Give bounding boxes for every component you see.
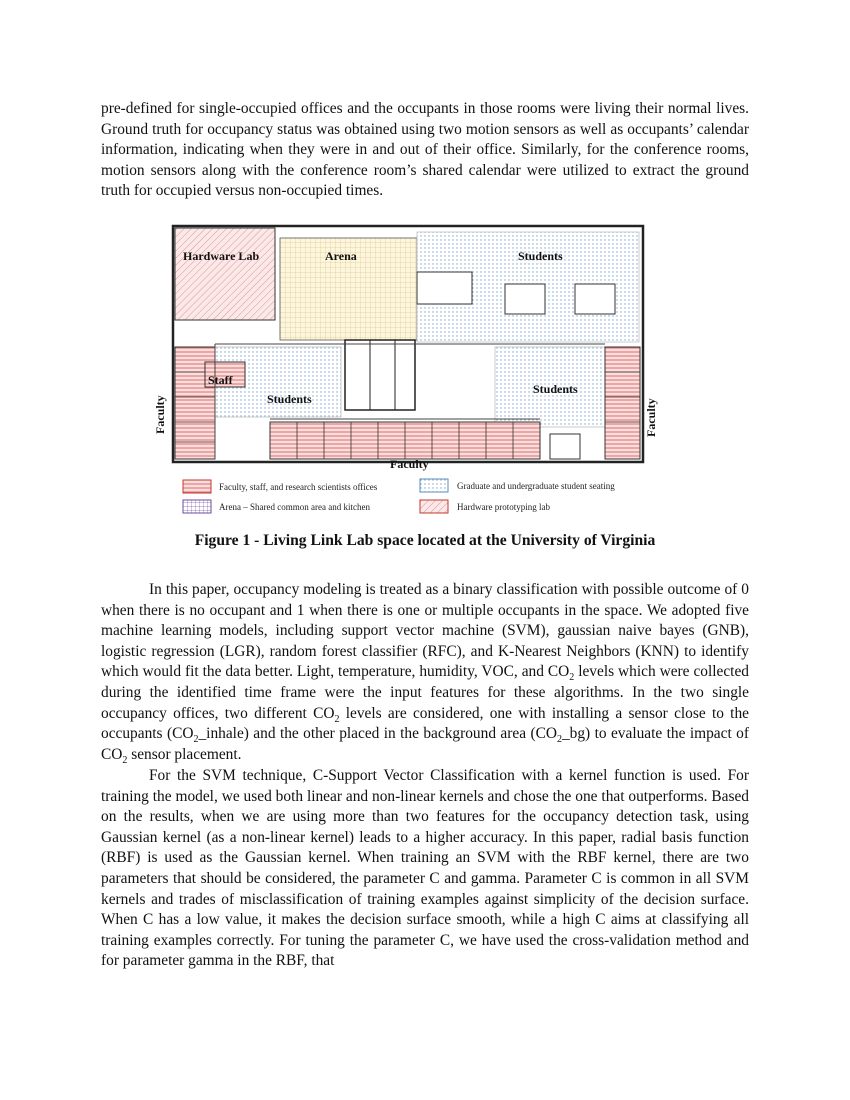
legend-swatch-arena: [183, 500, 211, 513]
label-faculty-left: Faculty: [153, 395, 167, 434]
figure-legend: [183, 479, 615, 513]
legend-arena: Arena – Shared common area and kitchen: [219, 502, 370, 512]
floor-plan-figure: [155, 222, 665, 522]
label-students-top: Students: [518, 249, 563, 263]
faculty-offices-right: [605, 347, 640, 459]
label-faculty-bottom: Faculty: [390, 457, 429, 471]
label-arena: Arena: [325, 249, 357, 263]
legend-swatch-offices: [183, 480, 211, 493]
label-hardware-lab: Hardware Lab: [183, 249, 260, 263]
label-staff: Staff: [208, 373, 233, 387]
legend-offices: Faculty, staff, and research scientists offices: [219, 482, 378, 492]
label-students-right: Students: [533, 382, 578, 396]
legend-swatch-students: [420, 479, 448, 492]
hardware-lab-area: [175, 228, 275, 320]
legend-students: Graduate and undergraduate student seating: [457, 481, 615, 491]
label-students-left: Students: [267, 392, 312, 406]
figure-caption: Figure 1 - Living Link Lab space located at the University of Virginia: [194, 532, 656, 549]
legend-hardware: Hardware prototyping lab: [457, 502, 550, 512]
legend-swatch-hardware: [420, 500, 448, 513]
paragraph-methods: In this paper, occupancy modeling is treated as a binary classification with possible outcome of 0 when there is no occupant and 1 when there is one or multiple occupants in the space. We adopted five machine learning models, including support vector machine (SVM), gaussian naive bayes (GNB), logistic regression (LGR), random forest classifier (RFC), and K-Nearest Neighbors (KNN) to identify which would fit the data better. Light, temperature, humidity, VOC, and $CO_2$ levels which were collected during the identified time frame were the input features for these algorithms. In the two single occupancy offices, two different $CO_2$ levels are considered, one with installing a sensor close to the occupants $(CO_2\_inhale)$ and the other placed in the background area $(CO_2\_bg)$ to evaluate the impact of $CO_2$ sensor placement.: [101, 581, 749, 766]
label-faculty-right: Faculty: [644, 398, 658, 437]
paragraph-ground-truth: pre-defined for single-occupied offices and the occupants in those rooms were living their normal lives. Ground truth for occupancy status was obtained using two motion sensors as well as occupants’ calendar information, indicating when they were in and out of their office. Similarly, for the conference rooms, motion sensors along with the conference room’s shared calendar were utilized to extract the ground truth for occupied versus non-occupied times.: [101, 100, 749, 200]
paragraph-svm: For the SVM technique, C-Support Vector Classification with a kernel function is used. For training the model, we used both linear and non-linear kernels and chose the one that outperforms. Based on the results, when we are using more than two features for the occupancy detection task, using Gaussian kernel (as a non-linear kernel) leads to a higher accuracy. In this paper, radial basis function (RBF) is used as the Gaussian kernel. When training an SVM with the RBF kernel, there are two parameters that should be considered, the parameter C and gamma. Parameter C is common in all SVM kernels and trades of misclassification of training examples against simplicity of the decision surface. When C has a low value, it makes the decision surface smooth, while a high C aims at classifying all training examples correctly. For tuning the parameter C, we have used the cross-validation method and for parameter gamma in the RBF, that: [101, 767, 749, 970]
building-core: [345, 340, 415, 410]
